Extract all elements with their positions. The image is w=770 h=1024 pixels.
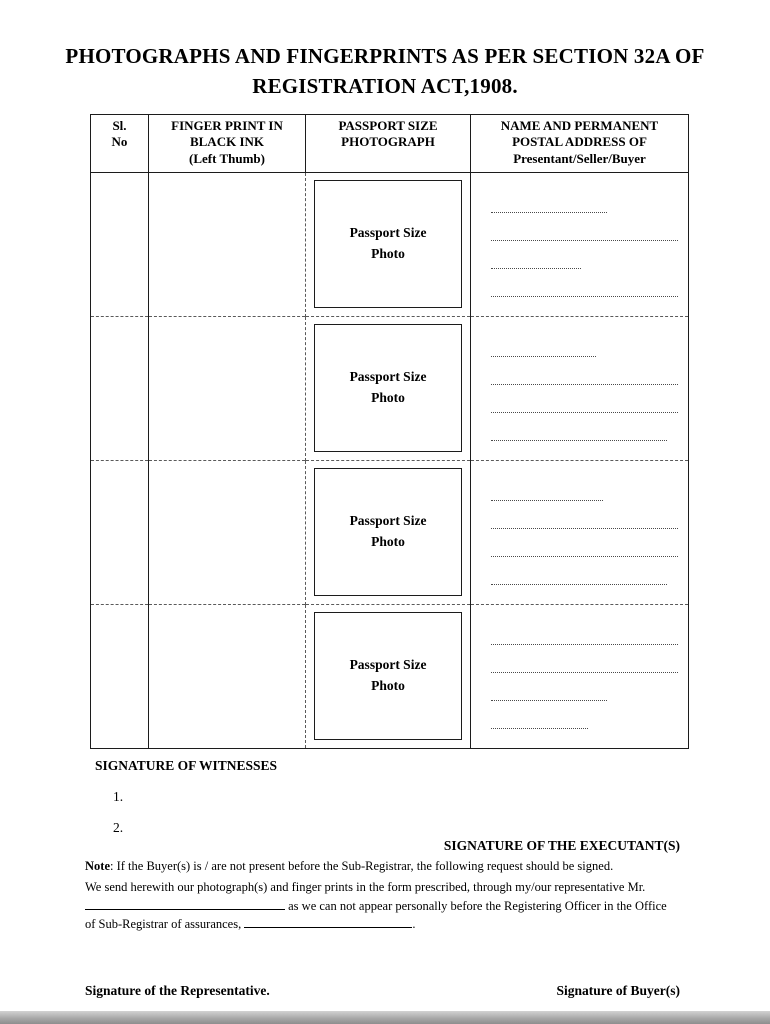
request-line1: We send herewith our photograph(s) and finger prints in the form prescribed, through my/our representative Mr.: [85, 880, 646, 895]
cell-fingerprint: [149, 460, 306, 604]
note-line: [85, 858, 690, 875]
cell-fingerprint: [149, 316, 306, 460]
table-header-row: [91, 114, 689, 172]
address-dotted-line: [491, 529, 678, 557]
witness-item-2: 2.: [113, 819, 124, 835]
cell-photo: [306, 172, 471, 316]
photo-box-label-line2: Photo: [371, 389, 405, 405]
buyer-signature-label: Signature of Buyer(s): [556, 983, 680, 999]
photo-box-label-line1: Passport Size: [349, 224, 427, 240]
address-dotted-line: [491, 357, 678, 385]
cell-photo: [306, 316, 471, 460]
address-dotted-line: [491, 673, 607, 701]
cell-photo: [306, 604, 471, 748]
cell-address: [471, 460, 689, 604]
representative-name-blank: [85, 897, 285, 910]
cell-photo: [306, 460, 471, 604]
photo-box-label-line2: Photo: [371, 533, 405, 549]
cell-address: [471, 604, 689, 748]
executants-heading: SIGNATURE OF THE EXECUTANT(S): [443, 837, 680, 853]
col-header-fingerprint: FINGER PRINT IN BLACK INK (Left Thumb): [149, 114, 306, 172]
col-header-sl-no: Sl. No: [91, 114, 149, 172]
witness-item-1: 1.: [113, 788, 124, 804]
cell-fingerprint: [149, 172, 306, 316]
photo-box: [314, 612, 462, 740]
table-row: [91, 172, 689, 316]
address-dotted-line: [491, 701, 588, 729]
photo-box-label-line1: Passport Size: [349, 512, 427, 528]
request-line2: as we can not appear personally before the Registering Officer in the Office: [85, 897, 692, 915]
address-dotted-line: [491, 185, 607, 213]
cell-address: [471, 316, 689, 460]
page-title-line1: PHOTOGRAPHS AND FINGERPRINTS AS PER SECTION 32A OF: [65, 44, 705, 68]
cell-sl-no: [91, 604, 149, 748]
note-label: Note: [85, 858, 110, 873]
photo-box-label-line1: Passport Size: [349, 656, 427, 672]
photo-box-label-line2: Photo: [371, 245, 405, 261]
photo-box: [314, 324, 462, 452]
cell-sl-no: [91, 460, 149, 604]
sub-registrar-office-blank: [244, 915, 412, 928]
cell-fingerprint: [149, 604, 306, 748]
address-dotted-line: [491, 557, 667, 585]
address-dotted-line: [491, 501, 678, 529]
note-text: : If the Buyer(s) is / are not present before the Sub-Registrar, the following request should be signed.: [110, 858, 614, 873]
table-row: [91, 460, 689, 604]
witnesses-heading: SIGNATURE OF WITNESSES: [95, 757, 278, 773]
page-title: [0, 0, 770, 102]
table-row: [91, 604, 689, 748]
address-dotted-line: [491, 473, 603, 501]
photo-box-label-line1: Passport Size: [349, 368, 427, 384]
bottom-signature-row: [85, 983, 680, 999]
page-title-line2: REGISTRATION ACT,1908.: [252, 73, 518, 98]
address-dotted-line: [491, 617, 678, 645]
address-dotted-line: [491, 269, 678, 297]
page-bottom-edge: [0, 1011, 770, 1024]
photo-box: [314, 180, 462, 308]
cell-sl-no: [91, 316, 149, 460]
photo-box: [314, 468, 462, 596]
fingerprint-photo-table: [90, 114, 689, 749]
address-dotted-line: [491, 241, 581, 269]
address-dotted-line: [491, 385, 678, 413]
address-dotted-line: [491, 645, 678, 673]
cell-address: [471, 172, 689, 316]
col-header-name-address: NAME AND PERMANENT POSTAL ADDRESS OF Presentant/Seller/Buyer: [471, 114, 689, 172]
request-paragraph: [85, 878, 692, 933]
col-header-passport-photo: PASSPORT SIZE PHOTOGRAPH: [306, 114, 471, 172]
table-row: [91, 316, 689, 460]
request-line3: of Sub-Registrar of assurances, .: [85, 916, 416, 931]
address-dotted-line: [491, 329, 596, 357]
address-dotted-line: [491, 413, 667, 441]
cell-sl-no: [91, 172, 149, 316]
representative-signature-label: Signature of the Representative.: [85, 983, 270, 999]
address-dotted-line: [491, 213, 678, 241]
photo-box-label-line2: Photo: [371, 677, 405, 693]
